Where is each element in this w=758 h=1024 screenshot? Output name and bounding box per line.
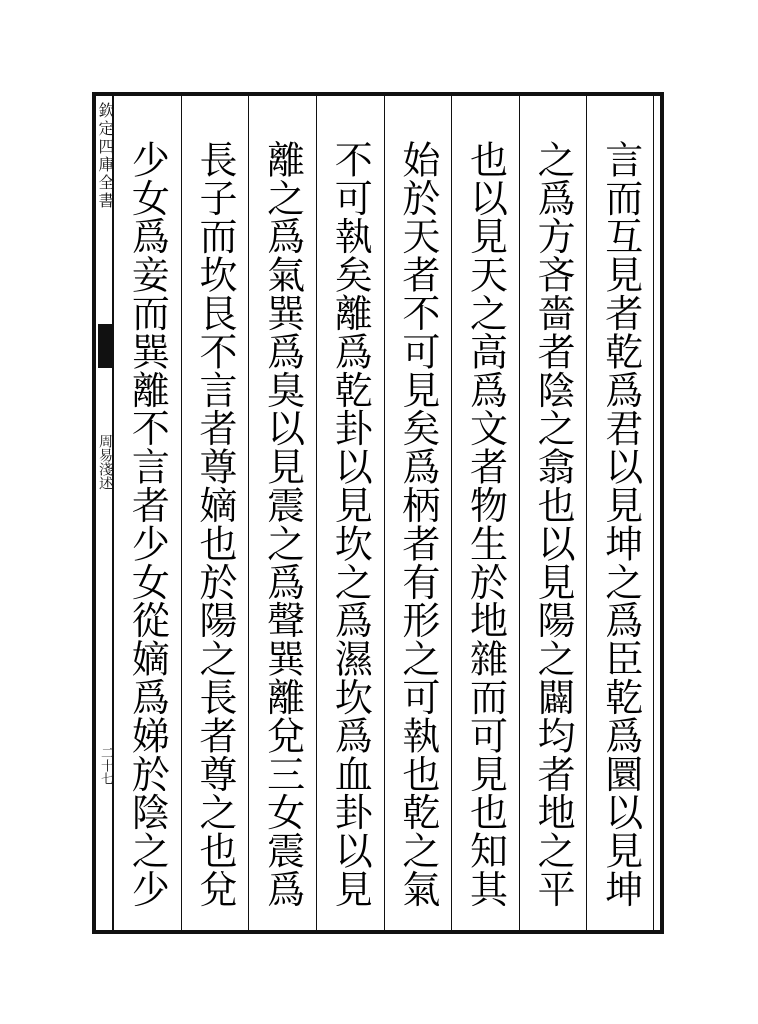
column-text: 言而互見者乾爲君以見坤之爲臣乾爲圜以見坤: [598, 140, 643, 908]
margin-title: 欽定四庫全書: [96, 102, 115, 210]
text-column-3: [451, 96, 519, 930]
text-column-2: [519, 96, 587, 930]
book-page: [92, 92, 664, 934]
column-text: 不可執矣離爲乾卦以見坎之爲濕坎爲血卦以見: [328, 140, 373, 908]
page-margin: [96, 96, 114, 930]
column-text: 長子而坎艮不言者尊嫡也於陽之長者尊之也兌: [192, 140, 237, 908]
column-text: 離之爲氣巽爲臭以見震之爲聲巽離兌三女震爲: [260, 140, 305, 908]
text-column-8: [114, 96, 181, 930]
column-text: 之爲方吝嗇者陰之翕也以見陽之闢均者地之平: [531, 140, 576, 908]
text-body: [114, 96, 654, 930]
text-column-5: [316, 96, 384, 930]
fish-tail-mark: [98, 324, 112, 368]
page-number: 二十七: [98, 746, 113, 785]
text-column-1: [586, 96, 654, 930]
text-column-7: [181, 96, 249, 930]
column-text: 始於天者不可見矣爲柄者有形之可執也乾之氣: [395, 140, 440, 908]
margin-book-title: 周易淺述: [97, 434, 113, 490]
column-text: 少女爲妾而巽離不言者少女從嫡爲娣於陰之少: [125, 140, 170, 908]
column-text: 也以見天之高爲文者物生於地雜而可見也知其: [463, 140, 508, 908]
text-column-6: [248, 96, 316, 930]
text-column-4: [384, 96, 452, 930]
